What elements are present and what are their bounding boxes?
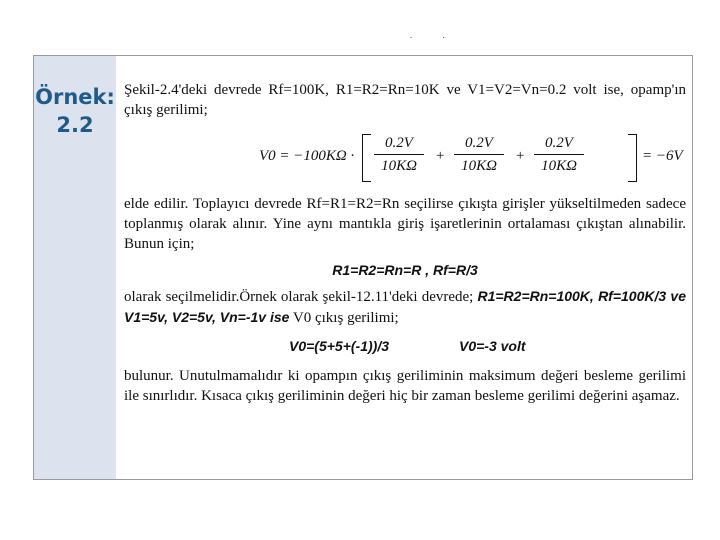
example-content [124,80,686,406]
paragraph-example-circuit [124,286,686,328]
example-circuit-values: R1=R2=Rn=100K, Rf=100K/3 ve V1=5v, V2=5v, Vn=-1v ise [124,288,686,325]
fraction-1 [374,133,424,176]
paragraph-intro: Şekil-2.4'deki devrede Rf=100K, R1=R2=Rn=10K ve V1=V2=Vn=0.2 volt ise, opamp'ın çıkış gerilimi; [124,82,686,118]
example-circuit-text: olarak seçilmelidir.Örnek olarak şekil-12.11'deki devrede; [124,289,478,305]
plus-sign-1: + [436,148,445,164]
paragraph-summing: elde edilir. Toplayıcı devrede Rf=R1=R2=Rn seçilirse çıkışta girişler yükseltilmeden sadece toplanmış olarak alınır. Yine aynı mantıkla giriş işaretlerinin ortalaması çıkıştan alınabilir. Bunun için; [124,196,686,252]
example-number: 2.2 [56,113,94,137]
fraction-3-denominator: 10KΩ [541,158,577,174]
plus-sign-2: + [516,148,525,164]
equation-rhs: = −6V [642,148,683,164]
right-bracket [628,134,637,182]
fraction-2-numerator: 0.2V [454,133,504,155]
fraction-2-denominator: 10KΩ [461,158,497,174]
example-card [33,55,693,480]
equation-average-result [124,336,686,358]
paragraph-conclusion: bulunur. Unutulmamalıdır ki opampın çıkış geriliminin maksimum değeri besleme gerilimi ile sınırlıdır. Kısaca çıkış geriliminin değeri hiç bir zaman besleme gerilimi değerini aşamaz. [124,368,686,404]
header-marks: . . [410,30,459,40]
fraction-3-numerator: 0.2V [534,133,584,155]
fraction-1-denominator: 10KΩ [381,158,417,174]
equation-output-voltage [124,126,686,188]
left-bracket [362,134,371,182]
equation-lhs: V0 = −100KΩ · [259,148,355,164]
fraction-2 [454,133,504,176]
equation-averaging-condition: R1=R2=Rn=R , Rf=R/3 [332,262,478,278]
equation-average-value: V0=-3 volt [459,338,526,354]
example-circuit-question: V0 çıkış gerilimi; [289,310,399,326]
equation-average-formula: V0=(5+5+(-1))/3 [289,338,389,354]
example-label: Örnek: [35,85,115,109]
fraction-3 [534,133,584,176]
example-sidebar [34,56,116,479]
fraction-1-numerator: 0.2V [374,133,424,155]
